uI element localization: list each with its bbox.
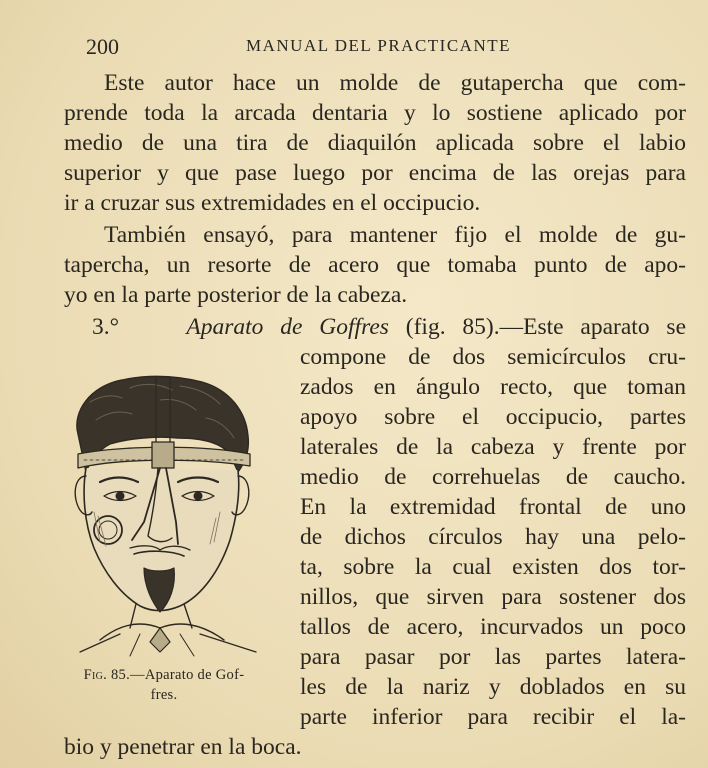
page-number: 200 <box>86 34 119 59</box>
text-line: apoyo sobre el occipucio, partes <box>300 404 686 430</box>
section-number: 3.° <box>92 314 120 340</box>
text-line: En la extremidad frontal de uno <box>300 494 686 520</box>
text-line: ir a cruzar sus extremidades en el occipucio. <box>64 190 481 216</box>
head-apparatus-engraving <box>60 372 280 662</box>
text-line: de dichos círculos hay una pelo- <box>300 524 686 550</box>
text-line: zados en ángulo recto, que toman <box>300 374 686 400</box>
text-line: medio de correhuelas de caucho. <box>300 464 686 490</box>
text-line: parte inferior para recibir el la- <box>300 704 686 730</box>
text-line: medio de una tira de diaquilón aplicada sobre el labio <box>64 130 686 156</box>
section-ref: (fig. 85).—Este aparato se <box>405 314 686 340</box>
text-line: bio y penetrar en la boca. <box>64 734 302 760</box>
section-title: Aparato de Goffres <box>186 314 389 340</box>
text-line: tapercha, un resorte de acero que tomaba punto de apo- <box>64 252 686 278</box>
text-line: También ensayó, para mantener fijo el molde de gu- <box>104 222 686 248</box>
caption-text-continued: fres. <box>150 687 178 703</box>
text-line: laterales de la cabeza y frente por <box>300 434 686 460</box>
text-line: nillos, que sirven para sostener dos <box>300 584 686 610</box>
page-header <box>86 34 684 62</box>
figure-illustration <box>60 372 280 662</box>
text-line: superior y que pase luego por encima de las orejas para <box>64 160 686 186</box>
text-line: prende toda la arcada dentaria y lo sostiene aplicado por <box>64 100 686 126</box>
text-line: yo en la parte posterior de la cabeza. <box>64 282 408 308</box>
text-line: tallos de acero, incurvados un poco <box>300 614 686 640</box>
caption-text: —Aparato de Gof- <box>130 667 245 683</box>
caption-label: Fig. 85. <box>83 667 131 683</box>
text-line: para pasar por las partes latera- <box>300 644 686 670</box>
text-line: les de la nariz y doblados en su <box>300 674 686 700</box>
text-line: Este autor hace un molde de gutapercha que com- <box>104 70 686 96</box>
section-heading-line <box>92 312 686 342</box>
text-line: compone de dos semicírculos cru- <box>300 344 686 370</box>
text-line: ta, sobre la cual existen dos tor- <box>300 554 686 580</box>
figure-caption <box>54 665 274 705</box>
running-title: MANUAL DEL PRACTICANTE <box>246 36 512 55</box>
